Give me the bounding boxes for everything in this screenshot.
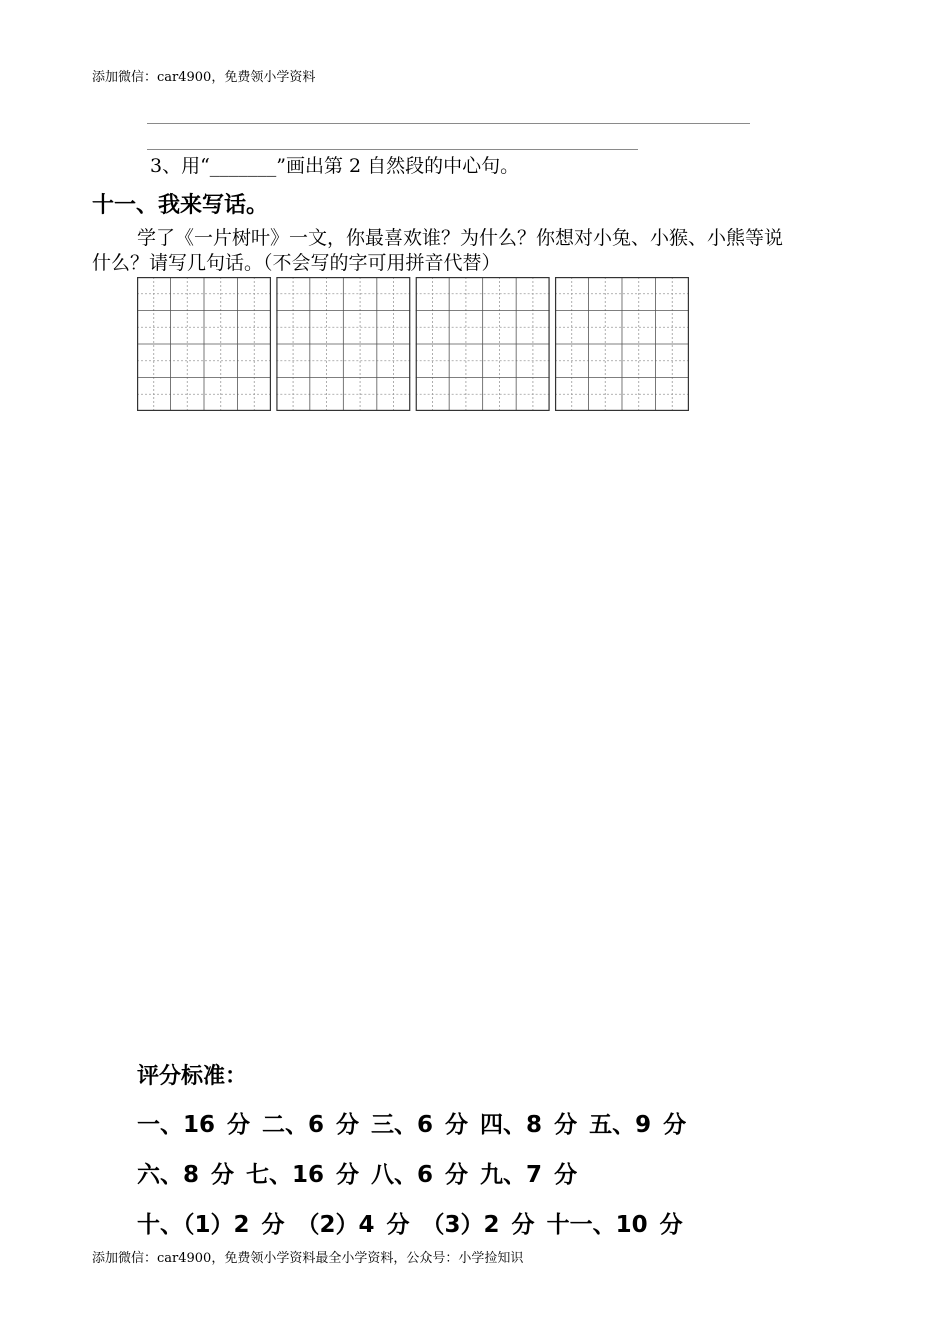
question-3: 3、用“_______”画出第 2 自然段的中心句。 [150, 155, 520, 177]
section-11-title: 十一、我来写话。 [92, 193, 269, 218]
answer-line-1 [147, 123, 750, 124]
header-note: 添加微信：car4900，免费领小学资料 [92, 70, 316, 85]
scoring-line-2: 六、8 分 七、16 分 八、6 分 九、7 分 [137, 1162, 578, 1188]
writing-prompt-line-1: 学了《一片树叶》一文，你最喜欢谁？为什么？你想对小兔、小猴、小熊等说 [137, 227, 784, 249]
scoring-line-3: 十、（1）2 分 （2）4 分 （3）2 分 十一、10 分 [137, 1212, 683, 1238]
footer-note: 添加微信：car4900，免费领小学资料最全小学资料，公众号：小学捡知识 [92, 1251, 524, 1266]
answer-line-2 [147, 149, 638, 150]
scoring-title: 评分标准： [137, 1064, 248, 1089]
scoring-line-1: 一、16 分 二、6 分 三、6 分 四、8 分 五、9 分 [137, 1112, 687, 1138]
writing-prompt-line-2: 什么？请写几句话。（不会写的字可用拼音代替） [92, 252, 501, 274]
writing-grid[interactable] [137, 277, 689, 411]
